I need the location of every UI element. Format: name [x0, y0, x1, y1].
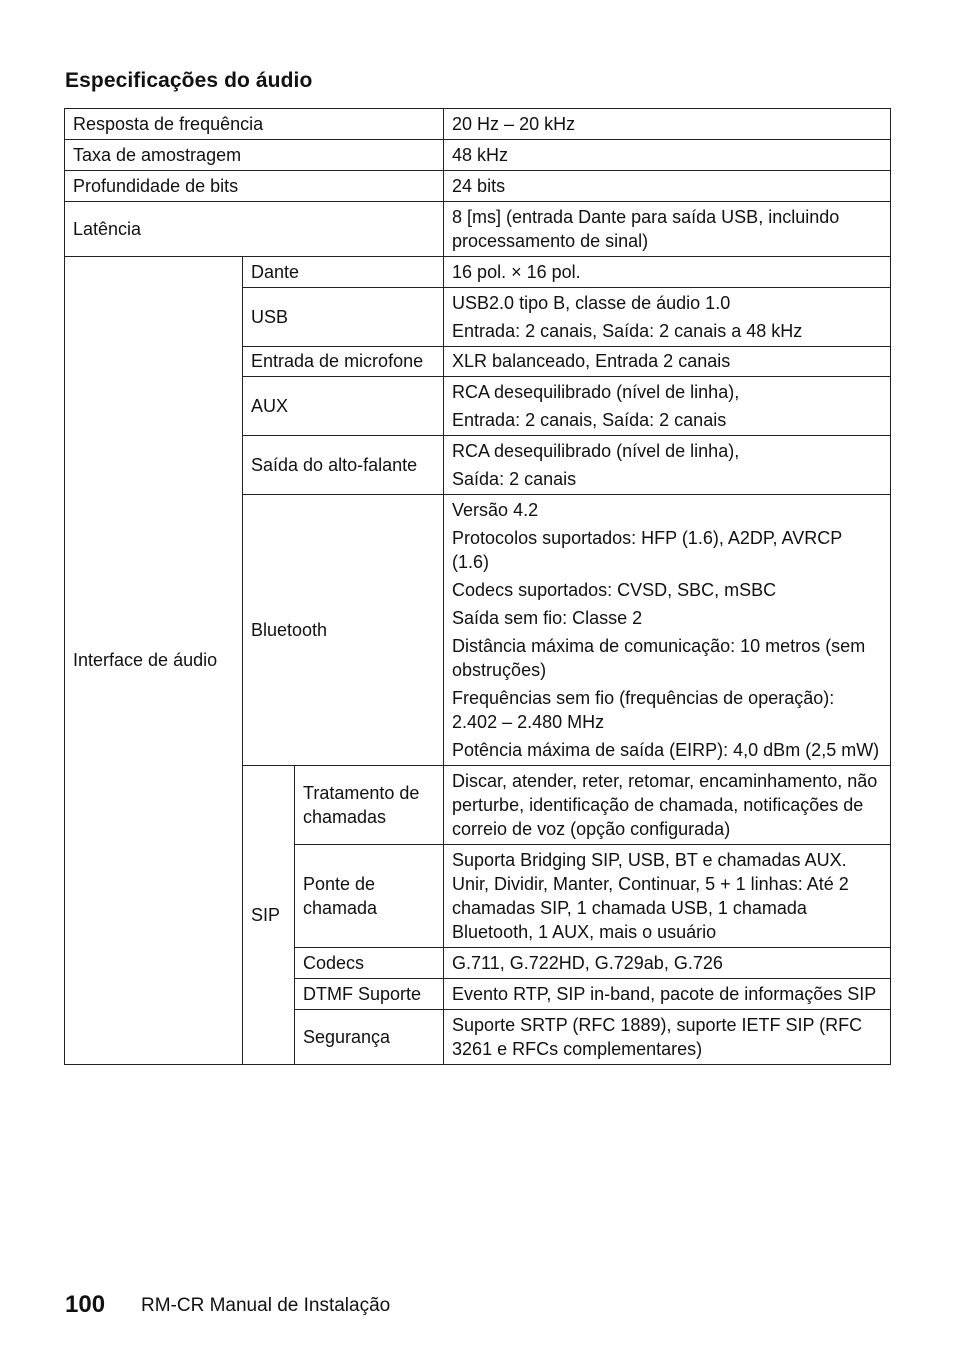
spec-sublabel: Codecs: [295, 948, 444, 979]
value-line: Saída sem fio: Classe 2: [452, 608, 643, 628]
spec-value: Evento RTP, SIP in-band, pacote de informações SIP: [444, 979, 891, 1010]
value-line: Saída: 2 canais: [452, 469, 577, 489]
value-line: Protocolos suportados: HFP (1.6), A2DP, AVRCP (1.6): [452, 528, 842, 572]
table-row: [65, 171, 891, 202]
spec-value: [444, 495, 891, 766]
spec-sublabel: USB: [243, 288, 444, 347]
interface-label: Interface de áudio: [65, 257, 243, 1065]
spec-sublabel: Segurança: [295, 1010, 444, 1065]
table-row: [65, 140, 891, 171]
spec-value: 20 Hz – 20 kHz: [444, 109, 891, 140]
spec-label: Resposta de frequência: [65, 109, 444, 140]
spec-value: Suporta Bridging SIP, USB, BT e chamadas AUX. Unir, Dividir, Manter, Continuar, 5 + 1 linhas: Até 2 chamadas SIP, 1 chamada USB, 1 chamada Bluetooth, 1 AUX, mais o usuário: [444, 845, 891, 948]
spec-value: [444, 288, 891, 347]
value-line: RCA desequilibrado (nível de linha),: [452, 382, 740, 402]
spec-sublabel: Saída do alto-falante: [243, 436, 444, 495]
spec-value: 8 [ms] (entrada Dante para saída USB, incluindo processamento de sinal): [444, 202, 891, 257]
spec-value: [444, 436, 891, 495]
footer-title: RM-CR Manual de Instalação: [141, 1295, 391, 1316]
value-line: Versão 4.2: [452, 500, 539, 520]
audio-spec-table: [64, 108, 891, 1065]
spec-value: XLR balanceado, Entrada 2 canais: [444, 347, 891, 377]
value-line: Codecs suportados: CVSD, SBC, mSBC: [452, 580, 777, 600]
spec-value: Discar, atender, reter, retomar, encaminhamento, não perturbe, identificação de chamada, notificações de correio de voz (opção configurada): [444, 766, 891, 845]
value-line: RCA desequilibrado (nível de linha),: [452, 441, 740, 461]
sip-label: SIP: [243, 766, 295, 1065]
spec-sublabel: Tratamento de chamadas: [295, 766, 444, 845]
spec-label: Taxa de amostragem: [65, 140, 444, 171]
spec-sublabel: DTMF Suporte: [295, 979, 444, 1010]
spec-label: Latência: [65, 202, 444, 257]
spec-label: Profundidade de bits: [65, 171, 444, 202]
spec-value: Suporte SRTP (RFC 1889), suporte IETF SIP (RFC 3261 e RFCs complementares): [444, 1010, 891, 1065]
spec-sublabel: AUX: [243, 377, 444, 436]
spec-value: G.711, G.722HD, G.729ab, G.726: [444, 948, 891, 979]
spec-value: 24 bits: [444, 171, 891, 202]
value-line: Distância máxima de comunicação: 10 metros (sem obstruções): [452, 636, 866, 680]
spec-value: 16 pol. × 16 pol.: [444, 257, 891, 288]
value-line: Frequências sem fio (frequências de operação): 2.402 – 2.480 MHz: [452, 688, 835, 732]
value-line: Entrada: 2 canais, Saída: 2 canais: [452, 410, 727, 430]
spec-value: 48 kHz: [444, 140, 891, 171]
section-title: Especificações do áudio: [65, 69, 313, 92]
spec-sublabel: Ponte de chamada: [295, 845, 444, 948]
value-line: Entrada: 2 canais, Saída: 2 canais a 48 kHz: [452, 321, 803, 341]
page-number: 100: [65, 1291, 106, 1318]
spec-sublabel: Bluetooth: [243, 495, 444, 766]
value-line: Potência máxima de saída (EIRP): 4,0 dBm (2,5 mW): [452, 740, 880, 760]
table-row: [65, 109, 891, 140]
spec-value: [444, 377, 891, 436]
value-line: USB2.0 tipo B, classe de áudio 1.0: [452, 293, 731, 313]
spec-sublabel: Entrada de microfone: [243, 347, 444, 377]
spec-sublabel: Dante: [243, 257, 444, 288]
table-row: [65, 257, 891, 288]
table-row: [65, 202, 891, 257]
